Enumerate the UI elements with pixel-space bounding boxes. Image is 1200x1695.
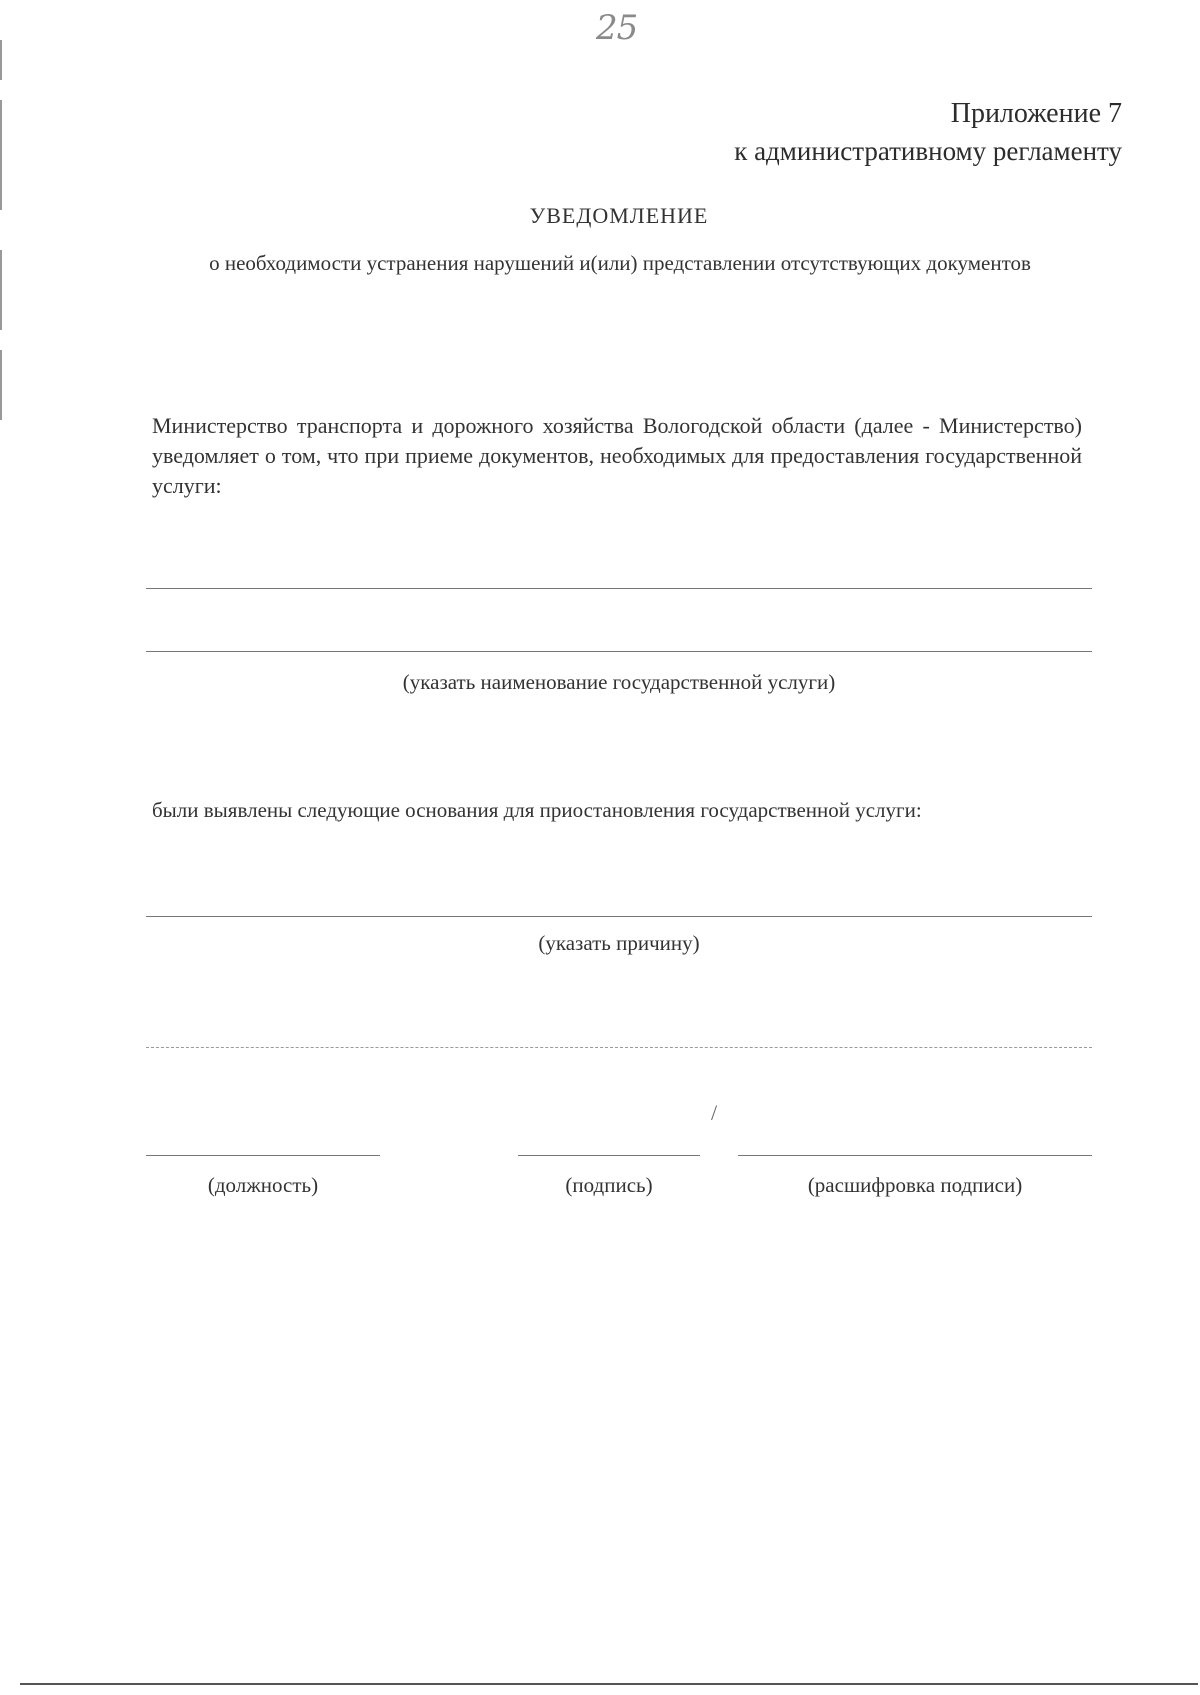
signature-separator: / bbox=[711, 1100, 718, 1125]
intro-paragraph: Министерство транспорта и дорожного хозяйства Вологодской области (далее - Министерство) уведомляет о том, что при приеме документов, необходимых для предоставления государственной услуги: bbox=[152, 413, 1082, 498]
appendix-reference: к административному регламенту bbox=[734, 136, 1122, 166]
document-title: УВЕДОМЛЕНИЕ bbox=[529, 203, 709, 228]
service-name-line-2 bbox=[146, 651, 1092, 652]
scan-bottom-edge bbox=[20, 1683, 1198, 1685]
service-name-caption: (указать наименование государственной услуги) bbox=[402, 670, 836, 694]
service-name-line-1 bbox=[146, 588, 1092, 589]
appendix-label: Приложение 7 bbox=[950, 98, 1122, 129]
scan-edge-mark bbox=[0, 100, 2, 210]
signature-line bbox=[518, 1155, 700, 1156]
position-line bbox=[146, 1155, 380, 1156]
signature-caption: (подпись) bbox=[565, 1173, 653, 1197]
scan-edge-mark bbox=[0, 250, 2, 330]
page-number: 25 bbox=[596, 8, 638, 48]
document-subtitle: о необходимости устранения нарушений и(или) представлении отсутствующих документов bbox=[209, 251, 1031, 275]
position-caption: (должность) bbox=[207, 1173, 319, 1197]
additional-line bbox=[146, 1047, 1092, 1048]
reason-caption: (указать причину) bbox=[538, 931, 700, 955]
reason-line bbox=[146, 916, 1092, 917]
scan-edge-mark bbox=[0, 350, 2, 420]
scan-edge-mark bbox=[0, 40, 2, 80]
decryption-line bbox=[738, 1155, 1092, 1156]
decryption-caption: (расшифровка подписи) bbox=[807, 1173, 1023, 1197]
grounds-text: были выявлены следующие основания для приостановления государственной услуги: bbox=[152, 798, 922, 822]
